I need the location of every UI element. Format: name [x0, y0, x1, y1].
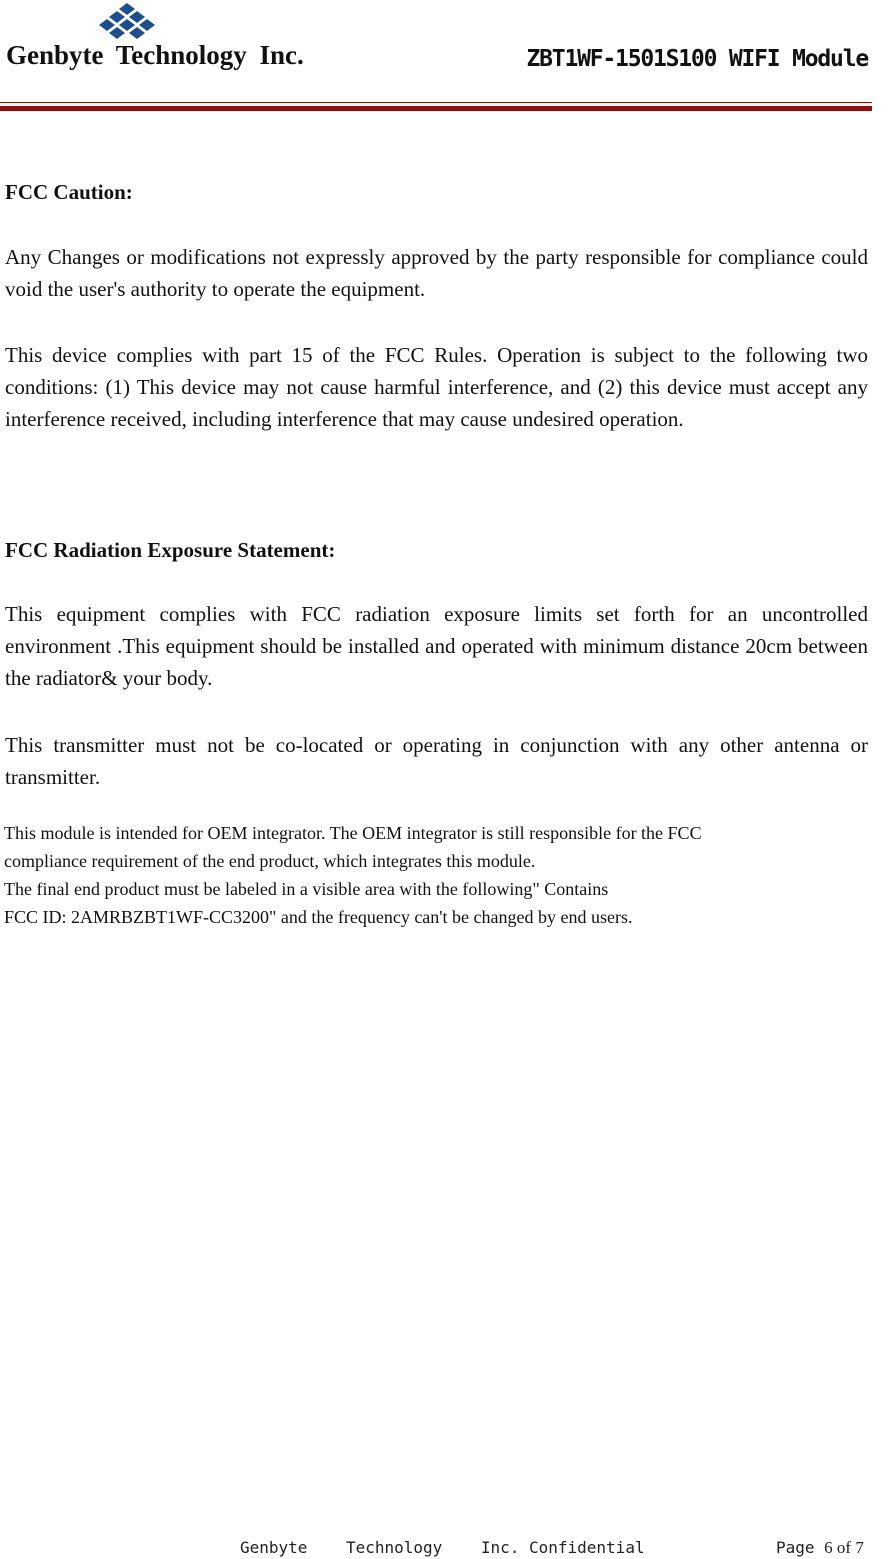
- company-logo-icon: [88, 2, 166, 40]
- page-of: of: [836, 1538, 852, 1557]
- oem-line: FCC ID: 2AMRBZBT1WF-CC3200" and the frequency can't be changed by end users.: [4, 907, 633, 927]
- fcc-caution-paragraph-1: Any Changes or modifications not expressly approved by the party responsible for compliance could void the user's authority to operate the equipment.: [5, 245, 868, 301]
- radiation-paragraph-1: This equipment complies with FCC radiation exposure limits set forth for an uncontrolled environment .This equipment should be installed and operated with minimum distance 20cm between the radiator& your body.: [5, 602, 868, 690]
- module-title: ZBT1WF-1501S100 WIFI Module: [526, 46, 868, 72]
- oem-line: This module is intended for OEM integrator. The OEM integrator is still responsible for the FCC: [4, 823, 702, 843]
- footer-confidential: Genbyte Technology Inc. Confidential: [240, 1538, 645, 1557]
- footer-page-number: [776, 1538, 864, 1558]
- page-label: Page: [776, 1538, 815, 1557]
- oem-line: The final end product must be labeled in a visible area with the following" Contains: [4, 879, 609, 899]
- company-name: Genbyte Technology Inc.: [6, 40, 304, 70]
- page-total: 7: [855, 1538, 864, 1557]
- radiation-heading: FCC Radiation Exposure Statement:: [5, 538, 336, 562]
- header-rule-thick: [0, 106, 872, 111]
- oem-notice: [4, 819, 890, 931]
- radiation-paragraph-2: This transmitter must not be co-located or operating in conjunction with any other antenna or transmitter.: [5, 733, 868, 789]
- oem-line: compliance requirement of the end product, which integrates this module.: [4, 851, 536, 871]
- header-rule-thin: [0, 102, 872, 103]
- fcc-caution-heading: FCC Caution:: [5, 180, 133, 204]
- page-current: 6: [824, 1538, 833, 1557]
- fcc-caution-paragraph-2: This device complies with part 15 of the FCC Rules. Operation is subject to the following two conditions: (1) This device may not cause harmful interference, and (2) this device must accept any interference received, including interference that may cause undesired operation.: [5, 343, 868, 431]
